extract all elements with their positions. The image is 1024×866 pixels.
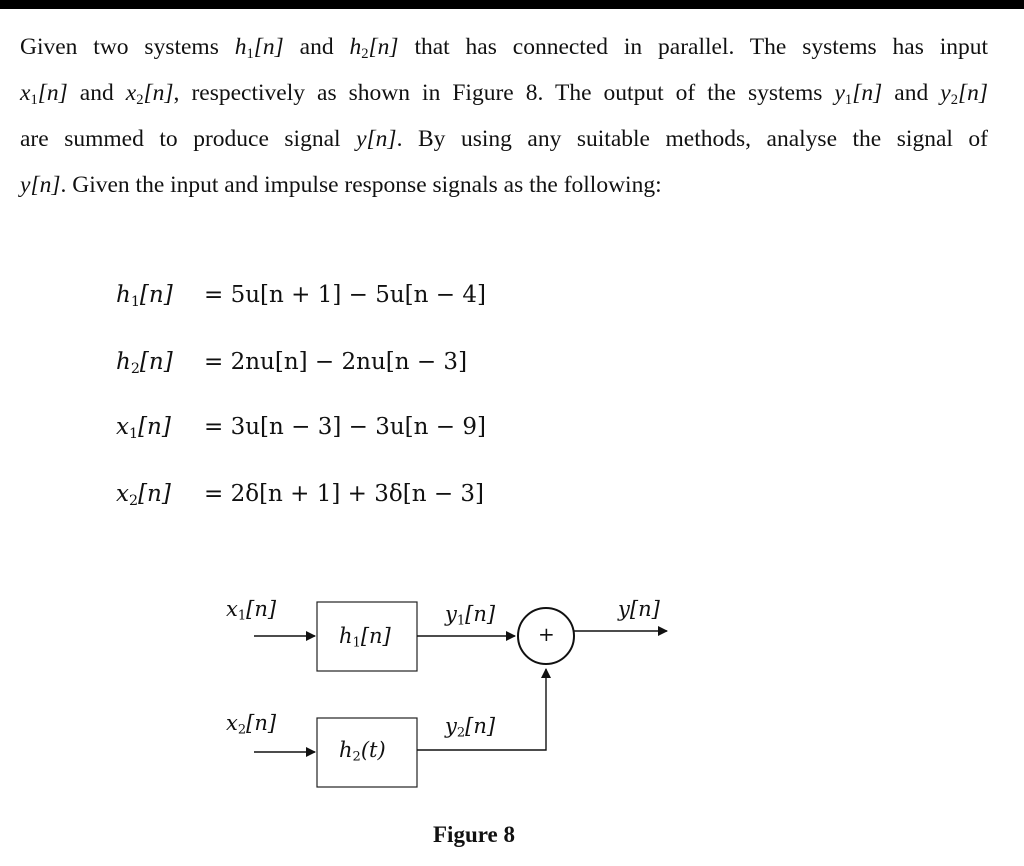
statement-line-1: Given two systems $h_1[n]$ and $h_2[n]$ that has connected in parallel. The systems has input: [20, 34, 989, 63]
label-block-h1: $h_1[n]$: [339, 624, 391, 651]
equation-h2: $h_2[n] = 2nu[n] - 2nu[n - 3]$: [116, 349, 468, 377]
label-y1: $y_1[n]$: [445, 602, 496, 629]
equation-h1-rhs: = 5u[n + 1] − 5u[n − 4]: [204, 282, 486, 308]
label-x1: $x_1[n]$: [226, 597, 277, 624]
equation-x2: $x_2[n] = 2\delta[n + 1] + 3\delta[n - 3]$: [116, 481, 485, 509]
top-border: [0, 0, 1024, 9]
label-y-output: y[n]: [618, 597, 660, 621]
equation-h2-rhs: = 2nu[n] − 2nu[n − 3]: [204, 349, 468, 375]
equation-x1: $x_1[n] = 3u[n - 3] - 3u[n - 9]$: [116, 414, 486, 442]
equation-h1: $h_1[n] = 5u[n + 1] - 5u[n - 4]$: [116, 282, 486, 310]
statement-line-4: y[n]. Given the input and impulse response signals as the following:: [20, 172, 662, 198]
equation-x1-rhs: = 3u[n − 3] − 3u[n − 9]: [204, 414, 486, 440]
problem-statement: [20, 24, 988, 208]
label-x2: $x_2[n]$: [226, 711, 277, 738]
equation-x2-rhs: = 2δ[n + 1] + 3δ[n − 3]: [204, 481, 485, 507]
label-y2: $y_2[n]$: [445, 714, 496, 741]
statement-line-2: $x_1[n]$ and $x_2[n]$, respectively as shown in Figure 8. The output of the systems $y_1[n]$ and $y_2[n]$: [20, 80, 989, 109]
statement-line-3: are summed to produce signal y[n]. By using any suitable methods, analyse the signal of: [20, 126, 989, 152]
figure-caption: Figure 8: [433, 822, 515, 847]
label-block-h2: $h_2(t)$: [339, 738, 386, 765]
summer-plus-symbol: +: [538, 622, 555, 646]
